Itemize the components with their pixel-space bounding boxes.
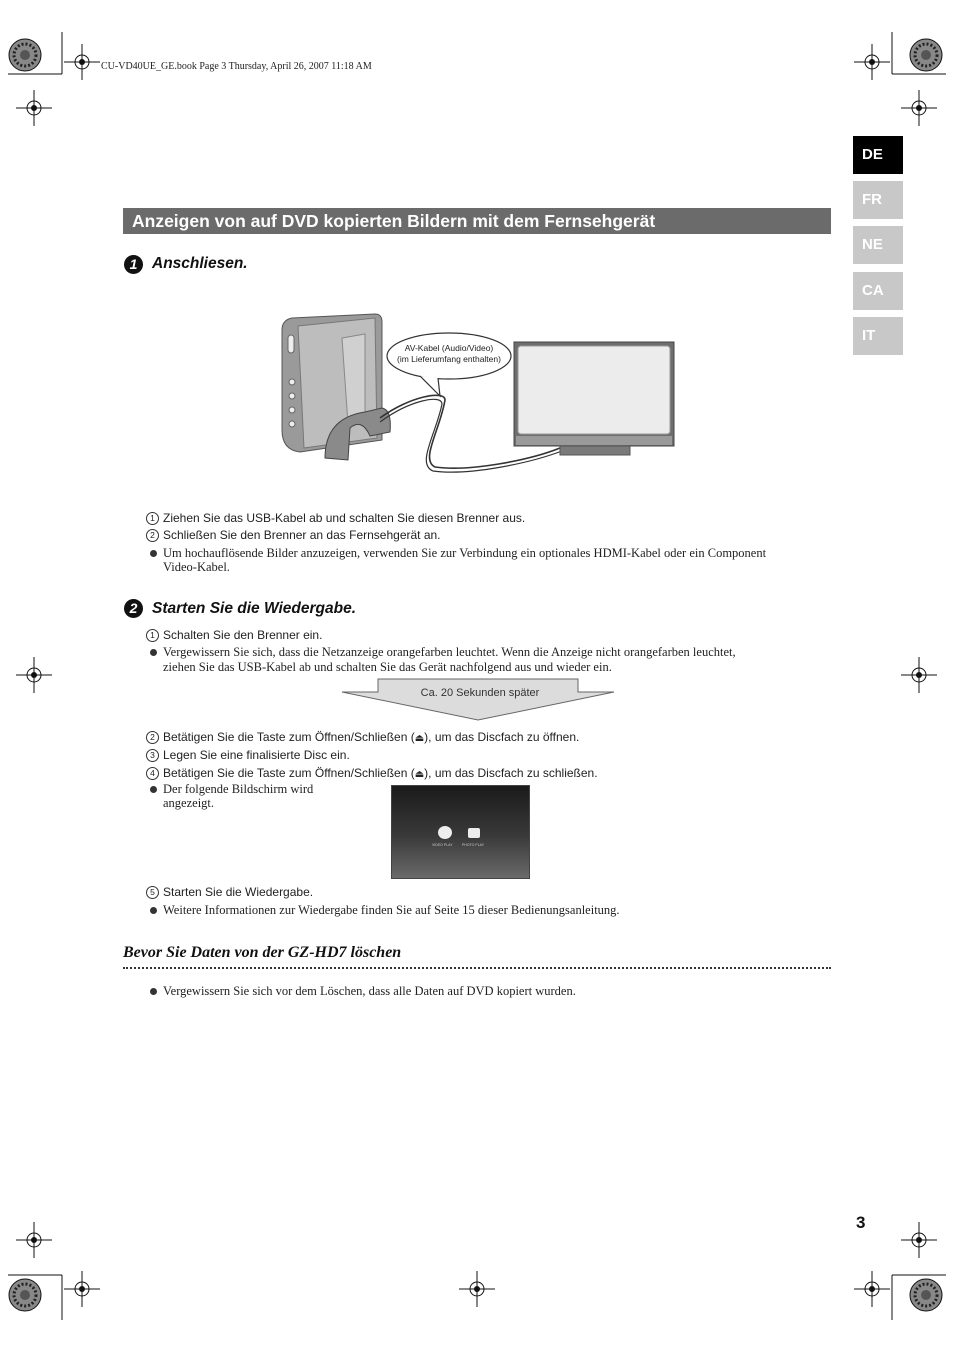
tv-image [514,342,674,455]
cable-label-line1: AV-Kabel (Audio/Video) [404,343,494,353]
bullet-icon [150,988,157,995]
cable-label-line2: (im Lieferumfang enthalten) [397,354,501,364]
burner-device-image [282,314,390,460]
step-2-item-4-marker: 4 [146,767,159,780]
dotted-divider [123,967,831,969]
lang-tab-ca[interactable]: CA [853,272,903,310]
step-2-item-1-marker: 1 [146,629,159,642]
before-delete-heading: Bevor Sie Daten von der GZ-HD7 löschen [123,944,402,961]
bullet-icon [150,786,157,793]
step-2-note-1-line2: ziehen Sie das USB-Kabel ab und schalten Sie das Gerät nachfolgend aus und wieder ein. [163,660,612,674]
step-2-note-2-line2: angezeigt. [163,796,215,810]
down-arrow-shape [340,678,616,722]
lang-tab-de[interactable]: DE [853,136,903,174]
step-2-item-2-marker: 2 [146,731,159,744]
step-1-item-1-marker: 1 [146,512,159,525]
step-2-item-3-marker: 3 [146,749,159,762]
step-1-note-line2: Video-Kabel. [163,560,230,574]
step-2-note-1-line1: Vergewissern Sie sich, dass die Netzanzeige orangefarben leuchtet. Wenn die Anzeige nicht orangefarben leuchtet, [163,645,736,659]
step-1-item-2-marker: 2 [146,529,159,542]
print-header: CU-VD40UE_GE.book Page 3 Thursday, April 26, 2007 11:18 AM [101,61,372,72]
photo-play-label: PHOTO PLAY [462,843,485,847]
step-2-note-2-line1: Der folgende Bildschirm wird [163,782,314,796]
section-title: Anzeigen von auf DVD kopierten Bildern mit dem Fernsehgerät [123,208,831,234]
step-2-note-3: Weitere Informationen zur Wiedergabe finden Sie auf Seite 15 dieser Bedienungsanleitung. [163,903,620,917]
bullet-icon [150,649,157,656]
step-2-item-1-text: Schalten Sie den Brenner ein. [163,628,323,642]
arrow-label: Ca. 20 Sekunden später [420,687,540,699]
step-1-item-1-text: Ziehen Sie das USB-Kabel ab und schalten Sie diesen Brenner aus. [163,511,526,525]
step-1-title: Anschliesen. [152,255,248,272]
step-2-number: 2 [124,599,143,618]
eject-icon: ⏏ [414,733,425,744]
playback-screen-image [391,785,530,879]
eject-icon: ⏏ [414,769,425,780]
step-2-item-5-marker: 5 [146,886,159,899]
lang-tab-it[interactable]: IT [853,317,903,355]
step-2-item-3-text: Legen Sie eine finalisierte Disc ein. [163,748,350,762]
video-icon [438,826,452,839]
step-2-item-5-text: Starten Sie die Wiedergabe. [163,885,314,899]
page-number: 3 [856,1213,866,1232]
lang-tab-fr[interactable]: FR [853,181,903,219]
step-1-note-line1: Um hochauflösende Bilder anzuzeigen, verwenden Sie zur Verbindung ein optionales HDMI-Kabel oder ein Component [163,546,767,560]
camera-icon [468,828,480,838]
step-2-title: Starten Sie die Wiedergabe. [152,600,357,617]
step-1-item-2-text: Schließen Sie den Brenner an das Fernsehgerät an. [163,528,441,542]
step-2-item-2-text: Betätigen Sie die Taste zum Öffnen/Schließen (⏏), um das Discfach zu öffnen. [163,730,580,744]
bullet-icon [150,550,157,557]
video-play-label: VIDEO PLAY [432,843,453,847]
lang-tab-ne[interactable]: NE [853,226,903,264]
before-delete-note: Vergewissern Sie sich vor dem Löschen, dass alle Daten auf DVD kopiert wurden. [163,984,576,998]
step-1-number: 1 [124,255,143,274]
step-2-item-4-text: Betätigen Sie die Taste zum Öffnen/Schließen (⏏), um das Discfach zu schließen. [163,766,598,780]
bullet-icon [150,907,157,914]
connection-illustration [270,300,690,480]
